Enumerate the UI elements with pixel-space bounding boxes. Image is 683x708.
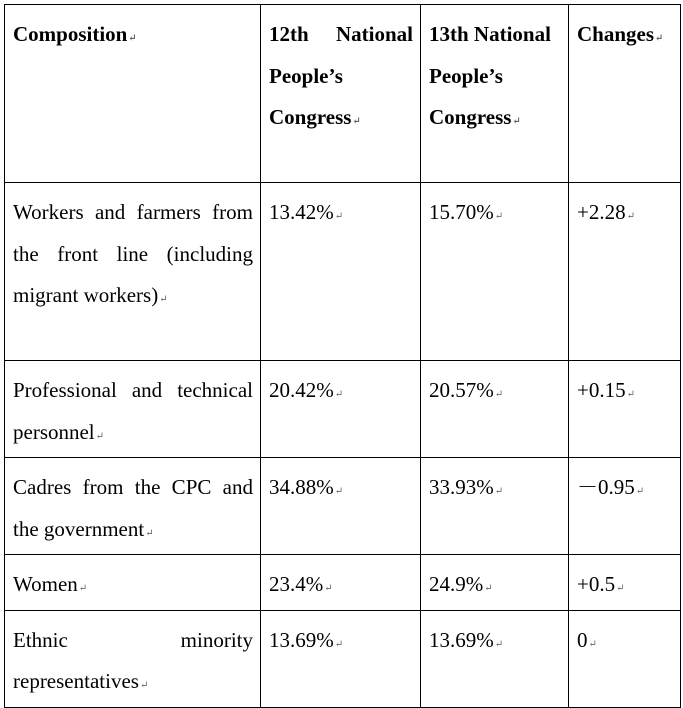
cell-12th-npc: 20.42%↵	[261, 361, 421, 458]
cell-end-mark: ↵	[494, 211, 504, 222]
cell-end-mark: ↵	[494, 638, 504, 650]
cell-composition: Cadres from the CPC and the government↵	[5, 458, 261, 555]
cell-13th-npc: 33.93%↵	[421, 458, 569, 555]
cell-end-mark: ↵	[635, 486, 645, 497]
table-row	[5, 555, 681, 611]
cell-12th-npc: 13.69%↵	[261, 610, 421, 707]
cell-end-mark: ↵	[145, 527, 154, 539]
cell-change: +0.5↵	[569, 555, 681, 611]
cell-change: 0↵	[569, 610, 681, 707]
cell-end-mark: ↵	[78, 583, 88, 594]
header-changes: Changes↵	[569, 5, 681, 183]
cell-composition: Workers and farmers from the front line (including migrant workers)↵	[5, 183, 261, 361]
cell-end-mark: ↵	[95, 430, 105, 442]
header-composition: Composition↵	[5, 5, 261, 183]
cell-end-mark: ↵	[334, 638, 344, 650]
header-13th-npc: 13th National People’s Congress↵	[421, 5, 569, 183]
cell-end-mark: ↵	[159, 294, 168, 305]
header-12th-npc: 12th National People’s Congress↵	[261, 5, 421, 183]
cell-end-mark: ↵	[512, 116, 521, 127]
cell-13th-npc: 20.57%↵	[421, 361, 569, 458]
cell-end-mark: ↵	[588, 638, 597, 650]
cell-end-mark: ↵	[128, 33, 137, 44]
table-row	[5, 610, 681, 707]
cell-end-mark: ↵	[334, 486, 344, 497]
cell-end-mark: ↵	[494, 389, 504, 400]
cell-12th-npc: 13.42%↵	[261, 183, 421, 361]
cell-change: +2.28↵	[569, 183, 681, 361]
cell-end-mark: ↵	[655, 33, 664, 44]
cell-composition: Ethnic minority representatives↵	[5, 610, 261, 707]
cell-12th-npc: 34.88%↵	[261, 458, 421, 555]
cell-13th-npc: 13.69%↵	[421, 610, 569, 707]
cell-end-mark: ↵	[352, 116, 361, 127]
cell-composition: Women↵	[5, 555, 261, 611]
composition-table	[4, 4, 681, 708]
cell-13th-npc: 24.9%↵	[421, 555, 569, 611]
cell-end-mark: ↵	[626, 211, 635, 222]
cell-end-mark: ↵	[334, 389, 344, 400]
cell-end-mark: ↵	[139, 680, 149, 691]
cell-end-mark: ↵	[494, 486, 504, 497]
cell-change: －0.95↵	[569, 458, 681, 555]
table-row	[5, 183, 681, 361]
cell-end-mark: ↵	[484, 583, 493, 594]
cell-end-mark: ↵	[334, 211, 344, 222]
cell-12th-npc: 23.4%↵	[261, 555, 421, 611]
cell-end-mark: ↵	[616, 583, 625, 594]
table-row	[5, 361, 681, 458]
cell-13th-npc: 15.70%↵	[421, 183, 569, 361]
cell-change: +0.15↵	[569, 361, 681, 458]
cell-composition: Professional and technical personnel↵	[5, 361, 261, 458]
table-row	[5, 458, 681, 555]
cell-end-mark: ↵	[324, 583, 333, 594]
cell-end-mark: ↵	[626, 389, 635, 400]
header-row	[5, 5, 681, 183]
